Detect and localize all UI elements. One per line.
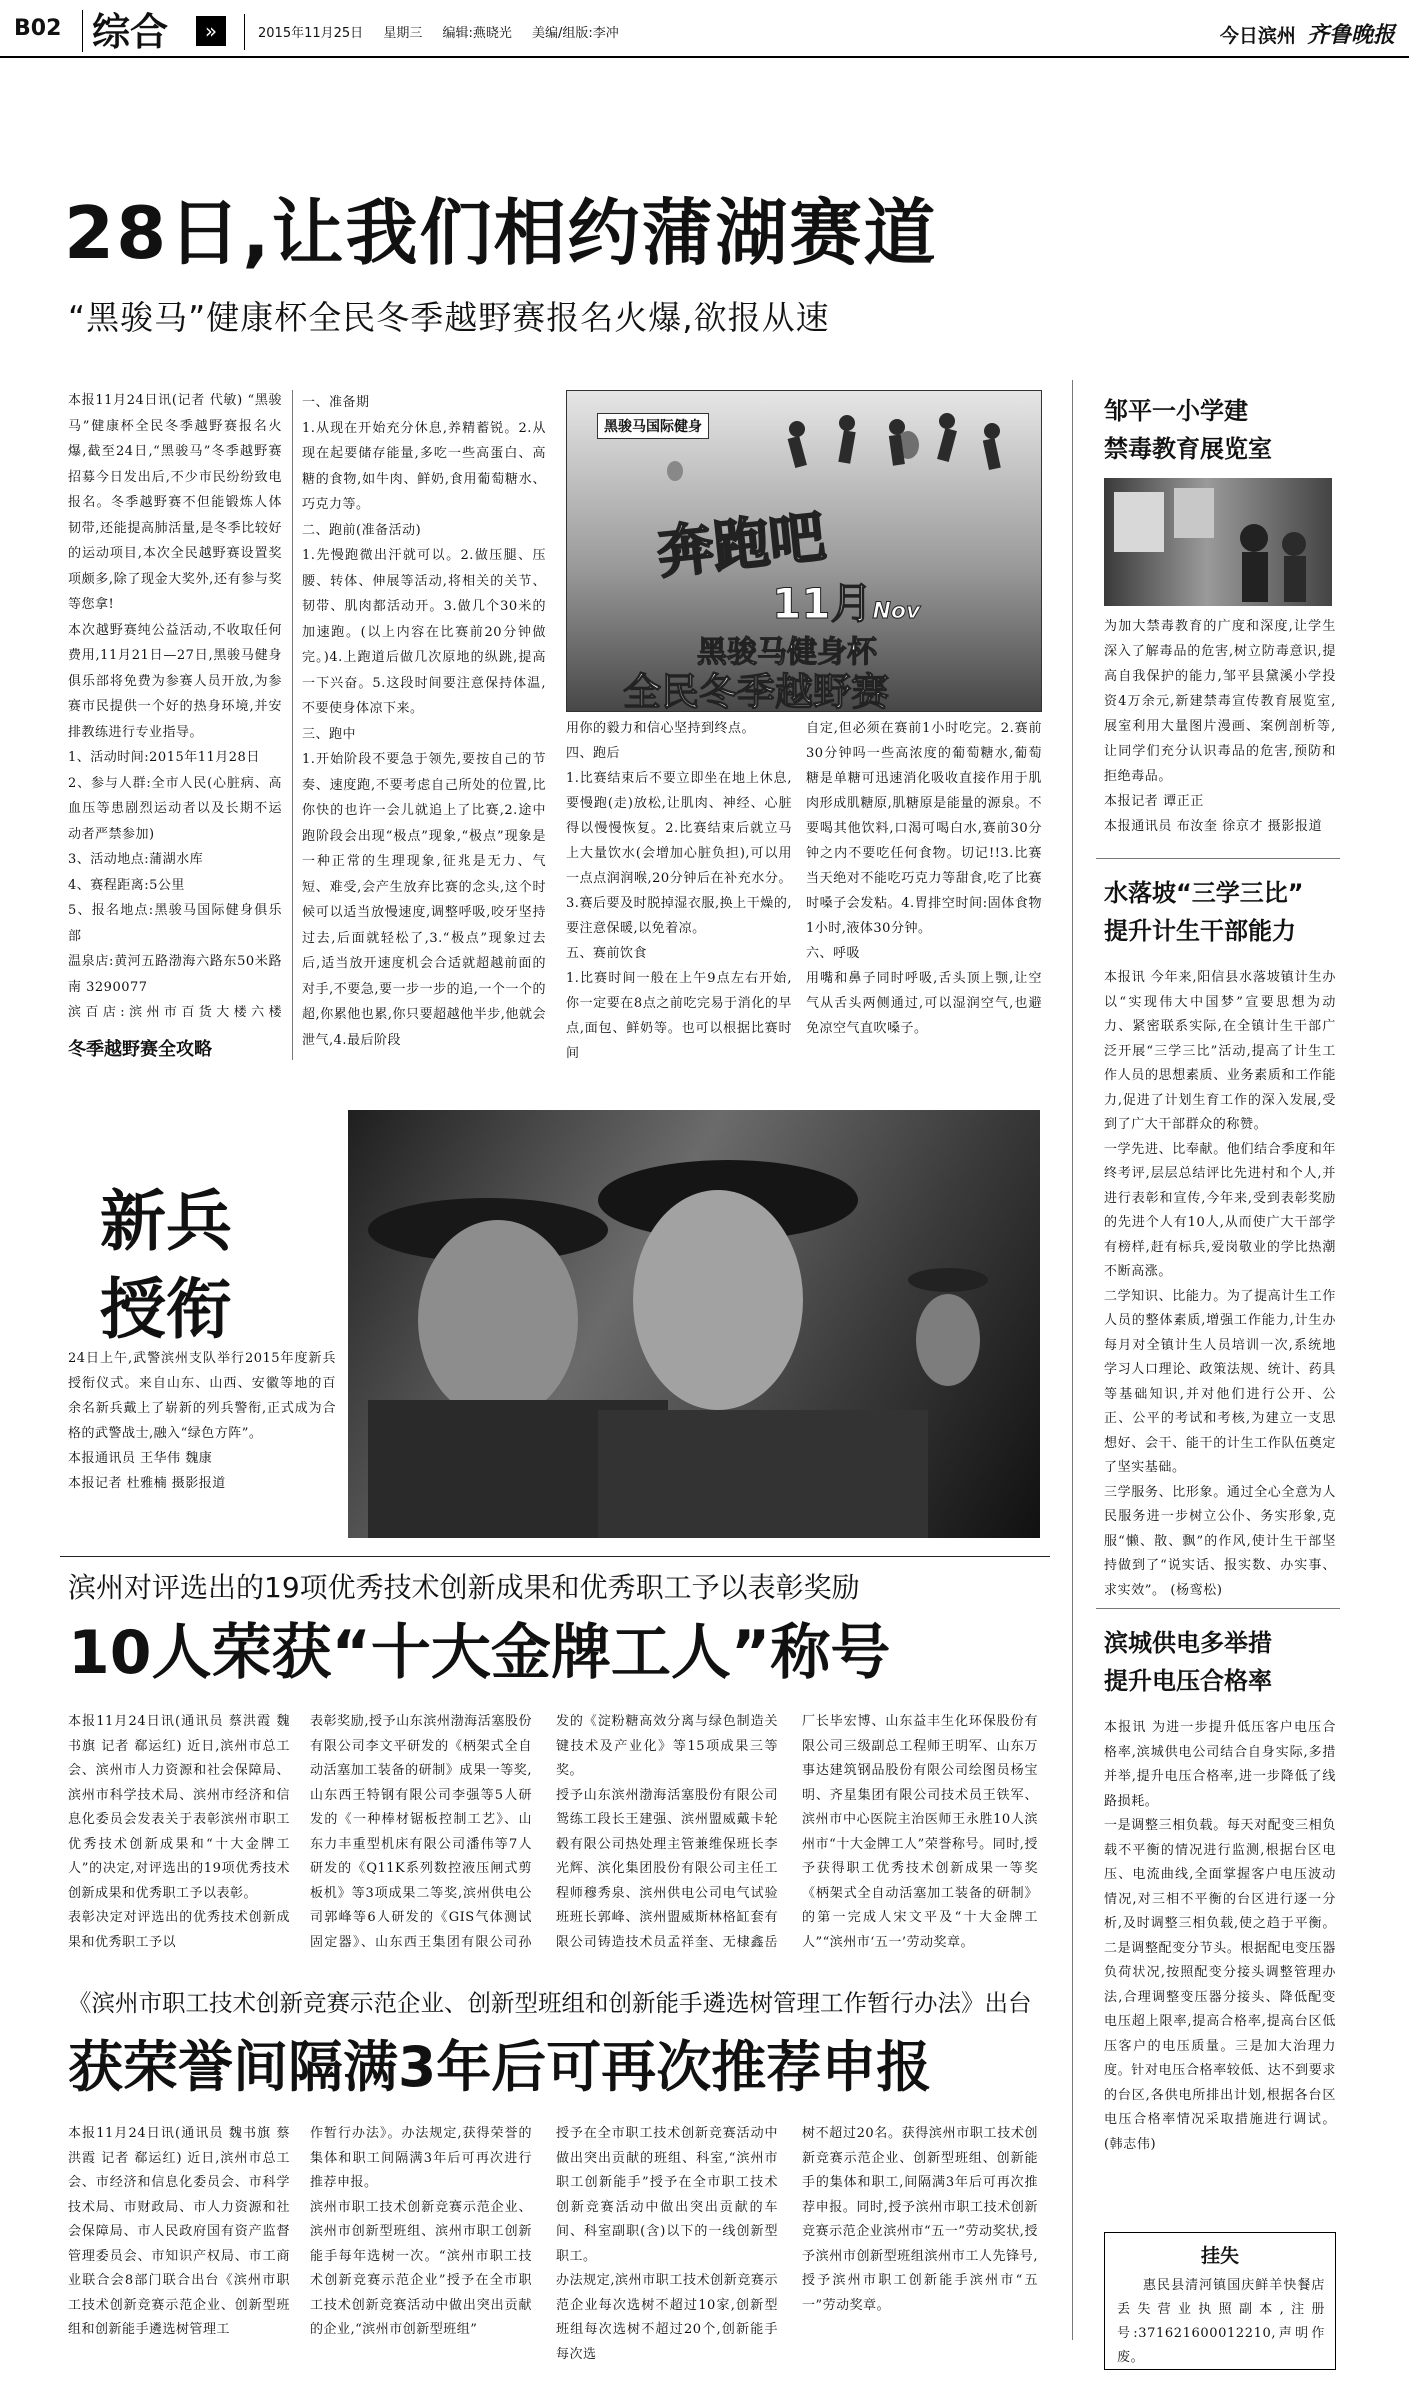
sidebar-story-3-text: 本报讯 为进一步提升低压客户电压合格率,滨城供电公司结合自身实际,多措并举,提升电压合格率,进一步降低了线路损耗。 一是调整三相负载。每天对配变三相负载不平衡的情况进行监测,根据台区电压、电流曲线,全面掌握客户电压波动情况,对三相不平衡的台区进行逐一分析,及时调整三相负载,使之趋于平衡。二是调整配变分节头。根据配电变压器负荷状况,按照配变分接头调整管理办法,合理调整变压器分接头、降低配变电压超上限率,提高合格率,提高台区低压客户的电压质量。三是加大治理力度。针对电压合格率较低、达不到要求的台区,各供电所排出计划,根据各台区电压合格率情况采取措施进行调试。 (韩志伟) [1104, 1720, 1336, 2152]
sidebar-rule-1 [1096, 858, 1340, 859]
gold-column-4: 厂长毕宏博、山东益丰生化环保股份有限公司三级副总工程师王明军、山东万事达建筑钢品股份有限公司绘图员杨宝明、齐星集团有限公司技术员王铁军、滨州市中心医院主治医师王永胜10人滨州市“十大金牌工人”荣誉称号。同时,授予获得职工优秀技术创新成果一等奖《柄架式全自动活塞加工装备的研制》的第一完成人宋文平及“十大金牌工人”“滨州市‘五一’劳动奖章。 [802, 1714, 1038, 1950]
sidebar-rule-2 [1096, 1608, 1340, 1609]
lead-column-4: 自定,但必须在赛前1小时吃完。2.赛前30分钟吗一些高浓度的葡萄糖水,葡萄糖是单糖可迅速消化吸收直接作用于肌肉形成肌糖原,肌糖原是能量的源泉。不要喝其他饮料,口渴可喝白水,赛前30分钟之内不要吃任何食物。切记!!3.比赛当天绝对不能吃巧克力等甜食,吃了比赛时嗓子会发粘。4.胃排空时间:固体食物1小时,液体30分钟。 六、呼吸 用嘴和鼻子同时呼吸,舌头顶上颚,让空气从舌头两侧通过,可以湿润空气,也避免凉空气直吹嗓子。 [806, 721, 1042, 1036]
lost-notice-box [1104, 2232, 1336, 2370]
lead-subheadline: “黑骏马”健康杯全民冬季越野赛报名火爆,欲报从速 [68, 298, 830, 337]
honor-headline: 获荣誉间隔满3年后可再次推荐申报 [68, 2035, 932, 2099]
balloon-icon [667, 461, 683, 481]
honor-column-4: 树不超过20名。获得滨州市职工技术创新竞赛示范企业、创新型班组、创新能手的集体和职工,间隔满3年后可再次推荐申报。同时,授予滨州市职工技术创新竞赛示范企业滨州市“五一”劳动奖状,授予滨州市创新型班组滨州市工人先锋号,授予滨州市职工创新能手滨州市“五一”劳动奖章。 [802, 2126, 1038, 2313]
gold-kicker: 滨州对评选出的19项优秀技术创新成果和优秀职工予以表彰奖励 [68, 1571, 860, 1604]
section-name: 综合 [92, 10, 169, 54]
honor-column-1: 本报11月24日讯(通讯员 魏书旗 蔡洪霞 记者 郗运红) 近日,滨州市总工会、市经济和信息化委员会、市科学技术局、市财政局、市人力资源和社会保障局、市人民政府国有资产监督管理委员会、市知识产权局、市工商业联合会8部门联合出台《滨州市职工技术创新竞赛示范企业、创新型班组和创新能手遴选树管理工 [68, 2126, 290, 2337]
poster-line3: 全民冬季越野赛 [623, 670, 890, 712]
lead-col1-footer: 冬季越野赛全攻略 [68, 1039, 212, 1060]
honor-kicker: 《滨州市职工技术创新竞赛示范企业、创新型班组和创新能手遴选树管理工作暂行办法》出台 [68, 1989, 1032, 2017]
header-rule [0, 56, 1409, 58]
gold-column-2: 表彰奖励,授予山东滨州渤海活塞股份有限公司李文平研发的《柄架式全自动活塞加工装备的研制》成果一等奖,山东西王特钢有限公司李强等5人研发的《一种棒材锯板控制工艺》、山东力丰重型机床有限公司潘伟等7人研发的《Q11K系列数控液压闸式剪板机》等3项成果二等奖,滨州供电公司郭峰等6人研发的《GIS气体测试固定器》、山东西王集团有限公司孙 [310, 1714, 532, 1950]
honor-column-3: 授予在全市职工技术创新竞赛活动中做出突出贡献的班组、科室,“滨州市职工创新能手”授予在全市职工技术创新竞赛活动中做出突出贡献的车间、科室副职(含)以下的一线创新型职工。 办法规定,滨州市职工技术创新竞赛示范企业每次选树不超过10家,创新型班组每次选树不超过20个,创新能手每次选 [556, 2126, 778, 2362]
lead-column-1: 本报11月24日讯(记者 代敏) “黑骏马”健康杯全民冬季越野赛报名火爆,截至24日,“黑骏马”冬季越野赛招募今日发出后,不少市民纷纷致电报名。冬季越野赛不但能锻炼人体韧带,还能提高肺活量,是冬季比较好的运动项目,本次全民越野赛设置奖项颇多,除了现金大奖外,还有参与奖等您拿! 本次越野赛纯公益活动,不收取任何费用,11月21日—27日,黑骏马健身俱乐部将免费为参赛人员开放,为参赛市民提供一个好的热身环境,并安排教练进行专业指导。 1、活动时间:2015年11月28日 2、参与人群:全市人民(心脏病、高血压等患剧烈运动者以及长期不运动者严禁参加) 3、活动地点:蒲湖水库 4、赛程距离:5公里 5、报名地点:黑骏马国际健身俱乐部 温泉店:黄河五路渤海六路东50米路南 3290077 滨百店:滨州市百货大楼六楼 [68, 393, 282, 1020]
issue-date: 2015年11月25日 星期三 编辑:燕晓光 美编/组版:李冲 [258, 26, 619, 41]
lead-headline: 28日,让我们相约蒲湖赛道 [64, 191, 938, 275]
recruit-photo [348, 1110, 1040, 1538]
recruit-caption: 24日上午,武警滨州支队举行2015年度新兵授衔仪式。来自山东、山西、安徽等地的百余名新兵戴上了崭新的列兵警衔,正式成为合格的武警战士,融入“绿色方阵”。 本报通讯员 王华伟 魏康 本报记者 杜雅楠 摄影报道 [68, 1351, 336, 1491]
runners-silhouette-icon [767, 411, 1017, 491]
sidebar-story-3-title: 滨城供电多举措 提升电压合格率 [1104, 1629, 1272, 1695]
lost-notice-title: 挂失 [1200, 2245, 1239, 2267]
sidebar-story-1-photo [1104, 478, 1332, 606]
paper-name: 今日滨州 齐鲁晚报 [1219, 22, 1395, 48]
sidebar-rule [1072, 380, 1073, 2340]
lead-column-2: 一、准备期 1.从现在开始充分休息,养精蓄锐。2.从现在起要储存能量,多吃一些高蛋白、高糖的食物,如牛肉、鲜奶,食用葡萄糖水、巧克力等。 二、跑前(准备活动) 1.先慢跑微出汗就可以。2.做压腿、压腰、转体、伸展等活动,将相关的关节、韧带、肌肉都活动开。3.做几个30米的加速跑。(以上内容在比赛前20分钟做完。)4.上跑道后做几次原地的纵跳,提高一下兴奋。5.这段时间要注意保持体温,不要使身体凉下来。 三、跑中 1.开始阶段不要急于领先,要按自己的节奏、速度跑,不要考虑自己所处的位置,比你快的也许一会儿就追上了比赛,2.途中跑阶段会出现“极点”现象,“极点”现象是一种正常的生理现象,征兆是无力、气短、难受,会产生放弃比赛的念头,这个时候可以适当放慢速度,调整呼吸,咬牙坚持过去,后面就轻松了,3.“极点”现象过去后,适当放开速度机会合适就超越前面的对手,不要急,要一步一步的追,一个一个的超,你累他也累,你只要超越他半步,他就会泄气,4.最后阶段 [302, 395, 546, 1048]
lost-notice-text: 惠民县清河镇国庆鲜羊快餐店丢失营业执照副本,注册号:371621600012210,声明作废。 [1117, 2278, 1325, 2365]
poster-line1: 奔跑吧 [654, 504, 829, 587]
sidebar-story-2-title: 水落坡“三学三比” 提升计生干部能力 [1104, 879, 1304, 945]
sidebar-story-1-text: 为加大禁毒教育的广度和深度,让学生深入了解毒品的危害,树立防毒意识,提高自我保护的能力,邹平县黛溪小学投资4万余元,新建禁毒宣传教育展览室,展室利用大量图片漫画、案例剖析等,让同学们充分认识毒品的危害,预防和拒绝毒品。 本报记者 谭正正 本报通讯员 布汝奎 徐京才 摄影报道 [1104, 619, 1336, 834]
page-number: B02 [14, 16, 62, 41]
poster-line2: 黑骏马健身杯 [697, 635, 877, 670]
sidebar-story-1-title: 邹平一小学建 禁毒教育展览室 [1104, 397, 1272, 463]
gold-column-1: 本报11月24日讯(通讯员 蔡洪霞 魏书旗 记者 郗运红) 近日,滨州市总工会、滨州市人力资源和社会保障局、滨州市科学技术局、滨州市经济和信息化委员会发表关于表彰滨州市职工优秀技术创新成果和“十大金牌工人”的决定,对评选出的19项优秀技术创新成果和优秀职工予以表彰。 表彰决定对评选出的优秀技术创新成果和优秀职工予以 [68, 1714, 290, 1950]
column-rule [292, 390, 293, 1060]
paper-brand-logo: 齐鲁晚报 [1306, 22, 1395, 48]
section-rule [60, 1556, 1050, 1557]
double-chevron-right-icon: » [196, 16, 226, 46]
poster-month: 11月Nov [772, 579, 921, 628]
recruit-headline: 新兵 授衔 [100, 1183, 232, 1348]
header-divider-a [82, 10, 83, 52]
gold-headline: 10人荣获“十大金牌工人”称号 [68, 1618, 891, 1688]
honor-column-2: 作暂行办法》。办法规定,获得荣誉的集体和职工间隔满3年后可再次进行推荐申报。 滨州市职工技术创新竞赛示范企业、滨州市创新型班组、滨州市职工创新能手每年选树一次。“滨州市职工技术创新竞赛示范企业”授予在全市职工技术创新竞赛活动中做出突出贡献的企业,“滨州市创新型班组” [310, 2126, 532, 2337]
header-divider-b [244, 14, 245, 50]
sidebar-story-2-text: 本报讯 今年来,阳信县水落坡镇计生办以“实现伟大中国梦”宣要思想为动力、紧密联系实际,在全镇计生干部广泛开展“三学三比”活动,提高了计生工作人员的思想素质、业务素质和工作能力,促进了计划生育工作的深入发展,受到了广大干部群众的称赞。 一学先进、比奉献。他们结合季度和年终考评,层层总结评比先进村和个人,并进行表彰和宣传,今年来,受到表彰奖励的先进个人有10人,从而使广大干部学有榜样,赶有标兵,爱岗敬业的学比热潮不断高涨。 二学知识、比能力。为了提高计生工作人员的整体素质,增强工作能力,计生办每月对全镇计生人员培训一次,系统地学习人口理论、政策法规、统计、药具等基础知识,并对他们进行公开、公正、公平的考试和考核,为建立一支思想好、会干、能干的计生工作队伍奠定了坚实基础。 三学服务、比形象。通过全心全意为人民服务进一步树立公仆、务实形象,克服“懒、散、飘”的作风,使计生干部坚持做到了“说实话、报实数、办实事、求实效”。 (杨鸾松) [1104, 970, 1336, 1596]
poster-brand: 黑骏马国际健身 [597, 413, 709, 439]
gold-column-3: 发的《淀粉糖高效分离与绿色制造关键技术及产业化》等15项成果三等奖。 授予山东滨州渤海活塞股份有限公司鸳练工段长王建强、滨州盟威戴卡轮毂有限公司热处理主管兼维保班长李光辉、滨化集团股份有限公司主任工程师穆秀泉、滨州供电公司电气试验班班长郭峰、滨州盟威斯林格缸套有限公司铸造技术员孟祥奎、无棣鑫岳 [556, 1714, 778, 1950]
event-poster [566, 390, 1042, 712]
lead-column-3: 用你的毅力和信心坚持到终点。 四、跑后 1.比赛结束后不要立即坐在地上休息,要慢跑(走)放松,让肌肉、神经、心脏得以慢慢恢复。2.比赛结束后就立马上大量饮水(会增加心脏负担),可以用一点点润润喉,20分钟后在补充水分。3.赛后要及时脱掉湿衣服,换上干燥的,要注意保暖,以免着凉。 五、赛前饮食 1.比赛时间一般在上午9点左右开始,你一定要在8点之前吃完易于消化的早点,面包、鲜奶等。也可以根据比赛时间 [566, 721, 792, 1061]
